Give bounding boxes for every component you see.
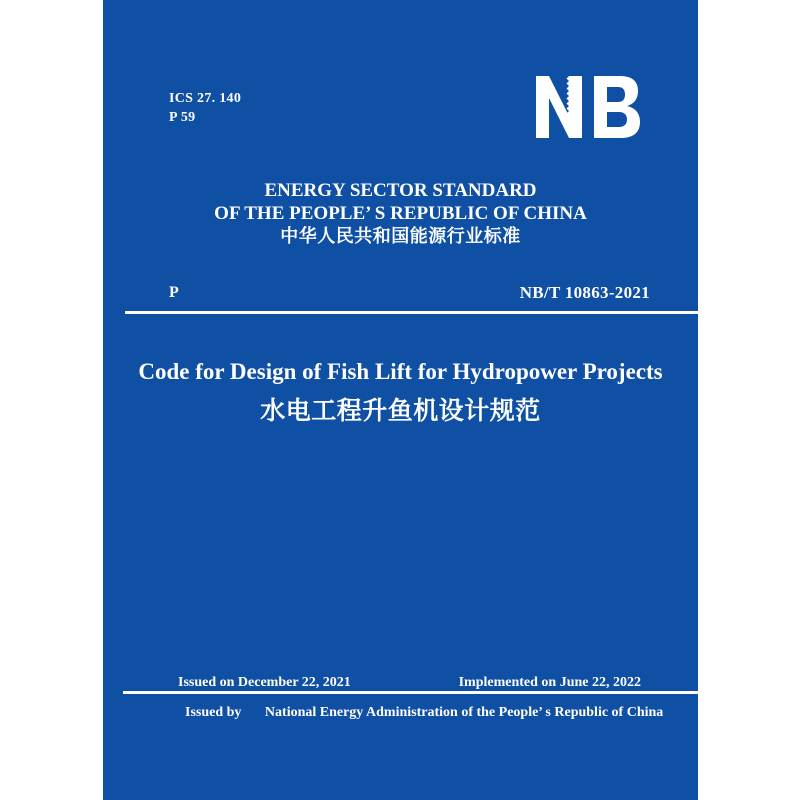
header-divider-rule	[125, 311, 698, 314]
issued-by-value: National Energy Administration of the People’ s Republic of China	[264, 705, 664, 720]
nb-logo-letter-b	[594, 76, 640, 138]
issued-by-label: Issued by	[185, 705, 242, 720]
footer-divider-rule	[123, 691, 698, 694]
issued-on-date: Issued on December 22, 2021	[178, 675, 351, 690]
document-title-en: Code for Design of Fish Lift for Hydropower Projects	[138, 359, 663, 384]
ics-code: ICS 27. 140	[169, 91, 242, 106]
document-title-zh: 水电工程升鱼机设计规范	[260, 396, 541, 425]
standard-name-en-line2: OF THE PEOPLE’ S REPUBLIC OF CHINA	[214, 203, 587, 224]
issue-dates-row	[178, 675, 641, 691]
ics-block	[169, 89, 241, 127]
doc-class-letter: P	[169, 284, 179, 301]
nb-logo	[536, 76, 640, 138]
standard-name-zh: 中华人民共和国能源行业标准	[280, 226, 521, 247]
nb-logo-letter-n	[536, 76, 582, 138]
standard-cover	[103, 0, 698, 800]
classification-code: P 59	[169, 110, 196, 125]
standard-name-en-line1: ENERGY SECTOR STANDARD	[264, 180, 537, 201]
implemented-on-date: Implemented on June 22, 2022	[458, 675, 641, 690]
issued-by-row	[185, 705, 663, 721]
standard-number: NB/T 10863-2021	[519, 283, 650, 302]
nb-logo-glyphs	[536, 76, 640, 138]
